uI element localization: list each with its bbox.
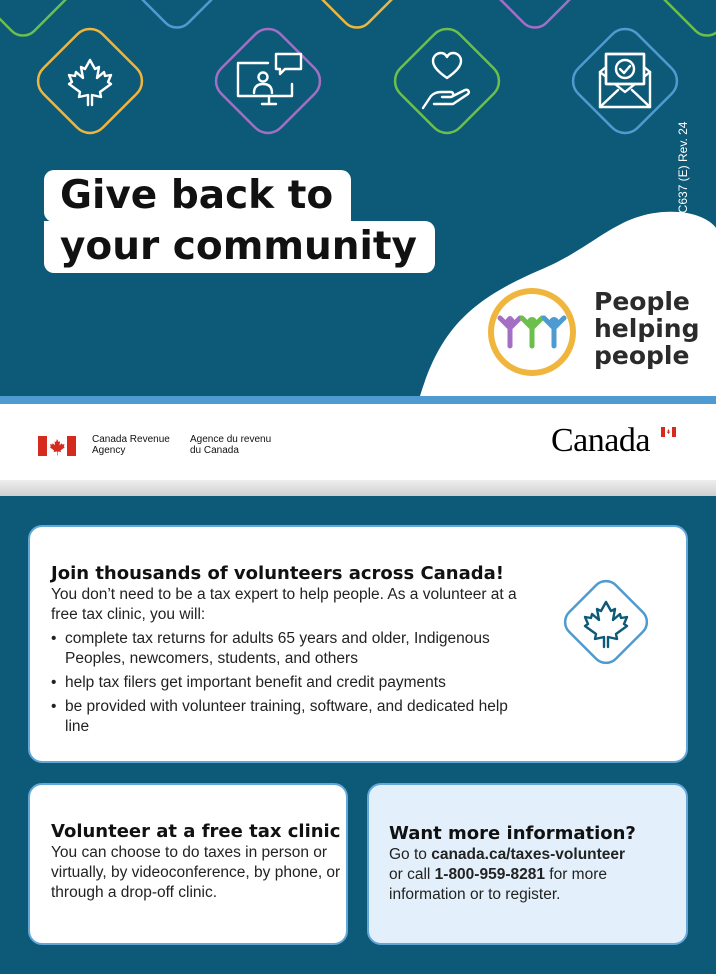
join-card-heading: Join thousands of volunteers across Canada! <box>51 563 505 584</box>
info-go-to-text: Go to <box>389 846 432 863</box>
badge-text-line: People <box>594 287 690 316</box>
maple-leaf-icon <box>556 572 656 672</box>
volunteer-url-link[interactable]: canada.ca/taxes-volunteer <box>431 846 626 863</box>
government-branding-bar <box>0 404 716 480</box>
free-tax-clinic-card <box>28 783 348 945</box>
list-item: • be provided with volunteer training, software, and dedicated help line <box>51 697 531 737</box>
canada-wordmark: Canada <box>551 422 650 459</box>
join-card-intro: You don’t need to be a tax expert to help people. As a volunteer at a free tax clinic, you will: <box>51 586 517 623</box>
info-card-heading: Want more information? <box>389 823 636 844</box>
video-call-icon <box>238 54 301 104</box>
clinic-card-heading: Volunteer at a free tax clinic <box>51 821 341 842</box>
revision-code: RC637 (E) Rev. 24 <box>676 121 690 222</box>
hero-section <box>0 0 716 396</box>
join-card-list <box>51 629 531 737</box>
hero-title-line-2: your community <box>44 221 435 273</box>
accent-stripe <box>0 396 716 404</box>
badge-text-line: helping <box>594 314 700 343</box>
envelope-check-icon <box>600 54 650 107</box>
maple-leaf-icon <box>69 60 111 105</box>
more-information-card <box>367 783 688 945</box>
badge-text-line: people <box>594 341 690 370</box>
canada-flag-icon <box>38 436 76 456</box>
badge-text <box>594 288 699 369</box>
people-helping-people-logo <box>488 288 576 376</box>
hero-title <box>44 170 435 273</box>
info-card-text <box>389 845 679 905</box>
wordmark-flag-icon <box>661 427 676 437</box>
hero-title-line-1: Give back to <box>44 170 351 222</box>
info-end-text: for more information or to register. <box>389 866 607 903</box>
agency-name-french: Agence du revenu du Canada <box>190 434 272 456</box>
agency-name-english: Canada Revenue Agency <box>92 434 170 456</box>
info-or-call-text: or call <box>389 866 435 883</box>
branding-shadow <box>0 480 716 496</box>
list-item: • help tax filers get important benefit and credit payments <box>51 673 531 693</box>
heart-hand-icon <box>423 53 469 108</box>
list-item: • complete tax returns for adults 65 years and older, Indigenous Peoples, newcomers, students, and others <box>51 629 531 669</box>
join-volunteers-card <box>28 525 688 763</box>
clinic-card-text: You can choose to do taxes in person or virtually, by videoconference, by phone, or through a drop-off clinic. <box>51 844 341 901</box>
phone-number[interactable]: 1-800-959-8281 <box>434 866 545 883</box>
